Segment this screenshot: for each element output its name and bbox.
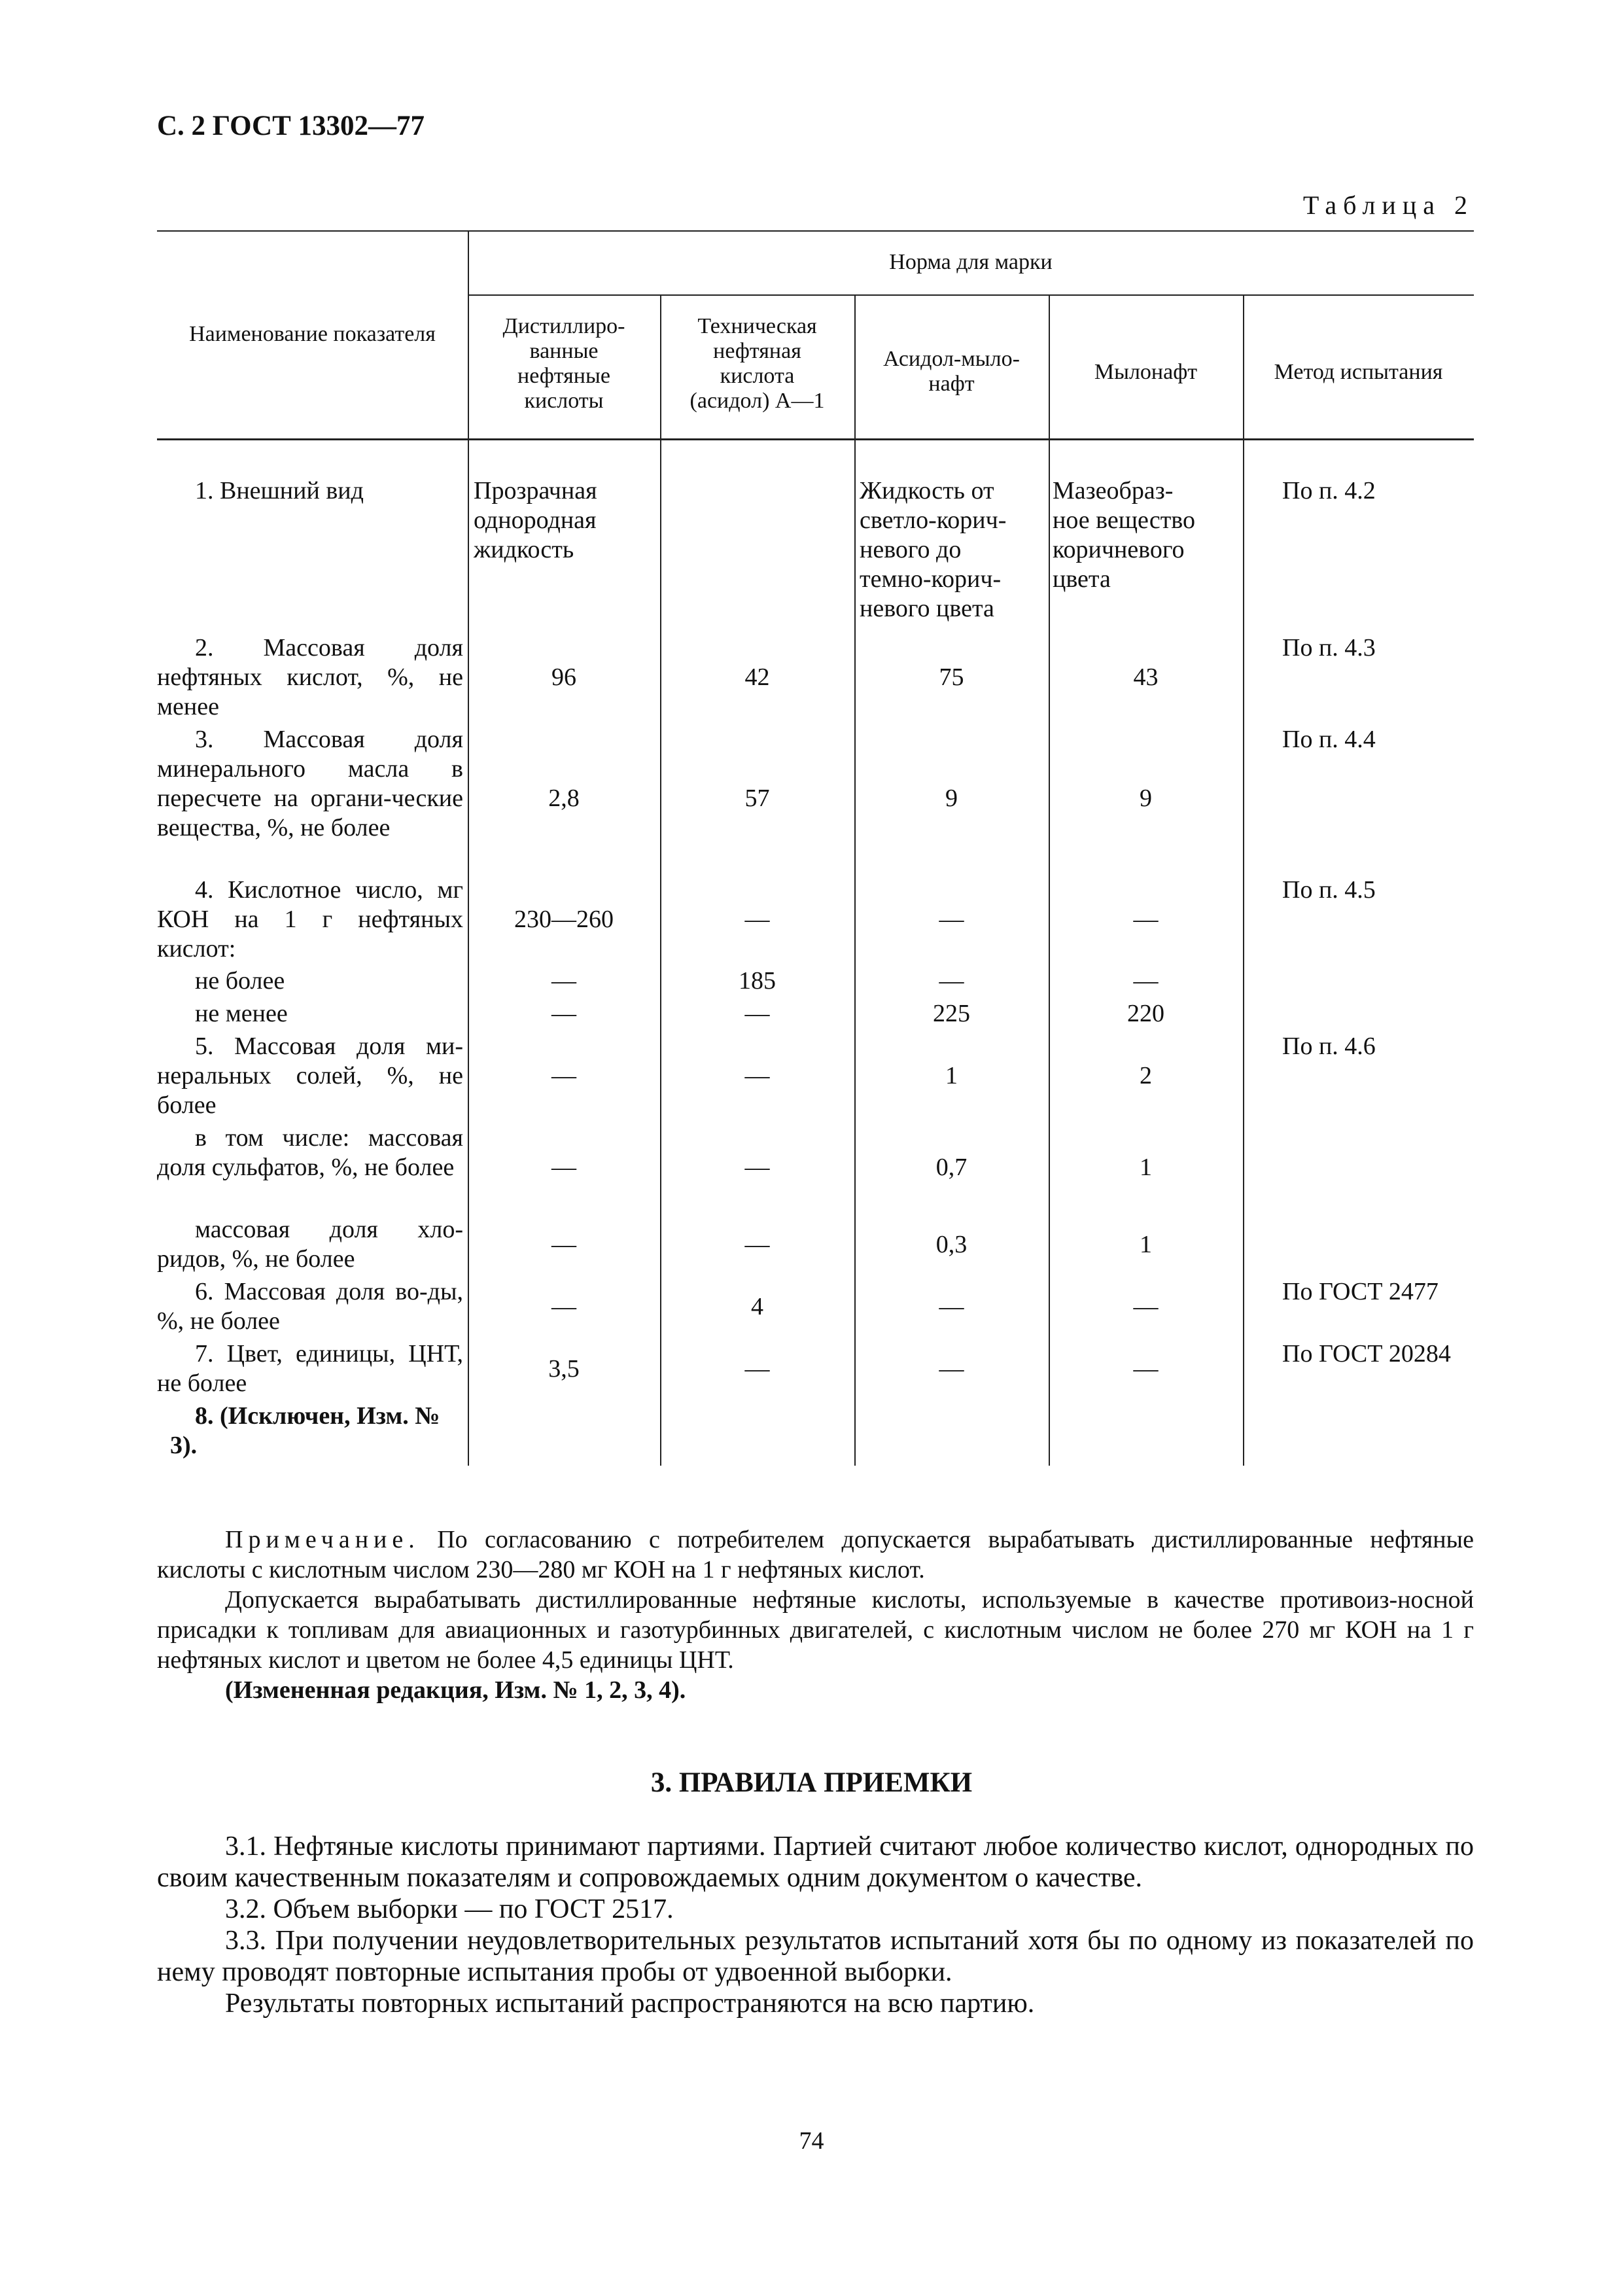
- row-8-name: 8. (Исключен, Изм. № 3).: [170, 1402, 440, 1459]
- row-4b-distilled: —: [551, 1000, 576, 1027]
- header-distilled: Дистиллиро- ванные нефтяные кислоты: [502, 314, 625, 413]
- row-5a-mylonaft: 1: [1140, 1154, 1152, 1181]
- row-5b-mylonaft: 1: [1140, 1231, 1152, 1258]
- row-5-asidol-mylonaft: 1: [945, 1062, 958, 1089]
- note-paragraph-2: Допускается вырабатывать дистиллированные нефтяные кислоты, используемые в качестве противоиз-носной присадки к топливам для авиационных и газотурбинных двигателей, с кислотным числом не более 270 мг КОН на 1 г нефтяных кислот и цветом не более 4,5 единицы ЦНТ.: [157, 1586, 1474, 1674]
- row-5a-technical: —: [744, 1154, 770, 1181]
- row-4-method: По п. 4.5: [1282, 876, 1376, 904]
- specification-table: [157, 230, 1474, 1466]
- row-6-name: 6. Массовая доля во-ды, %, не более: [157, 1278, 463, 1335]
- row-4-name: 4. Кислотное число, мг КОН на 1 г нефтяных кислот:: [157, 876, 463, 963]
- row-4a-distilled: —: [551, 967, 576, 995]
- row-4a-name: не более: [195, 967, 285, 995]
- row-3-method: По п. 4.4: [1282, 726, 1376, 753]
- row-4-asidol-mylonaft: —: [939, 906, 964, 933]
- row-5b-name: массовая доля хло-ридов, %, не более: [157, 1216, 463, 1273]
- section-title: 3. ПРАВИЛА ПРИЕМКИ: [650, 1767, 973, 1798]
- section-paragraph-3-1: 3.1. Нефтяные кислоты принимают партиями. Партией считают любое количество кислот, однородных по своим качественным показателям и сопровождаемых одним документом о качестве.: [157, 1831, 1474, 1893]
- row-4-distilled: 230—260: [514, 906, 614, 933]
- note-text-1: По согласованию с потребителем допускается вырабатывать дистиллированные нефтяные кислоты с кислотным числом 230—280 мг КОН на 1 г нефтяных кислот.: [157, 1526, 1475, 1583]
- header-asidol-mylonaft: Асидол-мыло- нафт: [883, 347, 1020, 396]
- section-paragraph-3-3: 3.3. При получении неудовлетворительных результатов испытаний хотя бы по одному из показателей по нему проводят повторные испытания пробы от удвоенной выборки.: [157, 1926, 1474, 1987]
- row-7-distilled: 3,5: [548, 1355, 580, 1383]
- row-5-method: По п. 4.6: [1282, 1033, 1376, 1060]
- row-2-method: По п. 4.3: [1282, 634, 1376, 662]
- col-divider-5: [1243, 294, 1244, 1466]
- row-1-asidol-mylonaft: Жидкость от светло-корич- невого до темно-корич- невого цвета: [860, 477, 1007, 622]
- row-6-distilled: —: [551, 1293, 576, 1320]
- row-6-asidol-mylonaft: —: [939, 1293, 964, 1320]
- row-7-name: 7. Цвет, единицы, ЦНТ, не более: [157, 1340, 463, 1397]
- section-paragraph-3-2: 3.2. Объем выборки — по ГОСТ 2517.: [225, 1894, 674, 1924]
- row-7-technical: —: [744, 1355, 770, 1383]
- row-7-mylonaft: —: [1133, 1355, 1159, 1383]
- row-6-mylonaft: —: [1133, 1293, 1159, 1320]
- note-label: Примечание.: [225, 1526, 420, 1553]
- table-norm-rule: [468, 294, 1474, 296]
- col-divider-2: [660, 294, 661, 1466]
- row-5b-distilled: —: [551, 1231, 576, 1258]
- row-5a-name: в том числе: массовая доля сульфатов, %, не более: [157, 1124, 463, 1181]
- col-divider-1: [468, 230, 469, 1466]
- row-3-technical: 57: [744, 785, 770, 812]
- header-norm: Норма для марки: [889, 250, 1053, 274]
- row-5-distilled: —: [551, 1062, 576, 1089]
- row-5-technical: —: [744, 1062, 770, 1089]
- row-4-technical: —: [744, 906, 770, 933]
- row-5a-distilled: —: [551, 1154, 576, 1181]
- row-7-asidol-mylonaft: —: [939, 1355, 964, 1383]
- section-paragraph-results: Результаты повторных испытаний распространяются на всю партию.: [225, 1988, 1035, 2019]
- page-number: 74: [799, 2127, 824, 2155]
- row-3-mylonaft: 9: [1140, 785, 1152, 812]
- row-4a-technical: 185: [739, 967, 776, 995]
- row-1-method: По п. 4.2: [1282, 477, 1376, 504]
- row-4b-mylonaft: 220: [1127, 1000, 1164, 1027]
- row-4-mylonaft: —: [1133, 906, 1159, 933]
- page-header: С. 2 ГОСТ 13302—77: [157, 111, 425, 141]
- col-divider-3: [854, 294, 856, 1466]
- note-revision: (Измененная редакция, Изм. № 1, 2, 3, 4).: [225, 1676, 686, 1704]
- note-paragraph-1: [157, 1525, 1474, 1585]
- row-5a-asidol-mylonaft: 0,7: [935, 1154, 968, 1181]
- header-parameter: Наименование показателя: [189, 322, 436, 346]
- row-5-mylonaft: 2: [1140, 1062, 1152, 1089]
- row-2-technical: 42: [744, 663, 770, 691]
- row-3-distilled: 2,8: [548, 785, 580, 812]
- col-divider-4: [1049, 294, 1050, 1466]
- table-top-rule: [157, 230, 1474, 232]
- row-6-method: По ГОСТ 2477: [1282, 1278, 1439, 1305]
- row-5b-asidol-mylonaft: 0,3: [935, 1231, 968, 1258]
- header-method: Метод испытания: [1274, 360, 1443, 384]
- row-4b-asidol-mylonaft: 225: [933, 1000, 970, 1027]
- row-6-technical: 4: [751, 1293, 763, 1320]
- row-3-asidol-mylonaft: 9: [945, 785, 958, 812]
- row-4b-technical: —: [744, 1000, 770, 1027]
- row-2-distilled: 96: [551, 663, 576, 691]
- row-3-name: 3. Массовая доля минерального масла в пересчете на органи-ческие вещества, %, не более: [157, 726, 463, 841]
- row-5-name: 5. Массовая доля ми-неральных солей, %, не более: [157, 1033, 463, 1119]
- row-2-mylonaft: 43: [1133, 663, 1159, 691]
- row-4a-asidol-mylonaft: —: [939, 967, 964, 995]
- row-5b-technical: —: [744, 1231, 770, 1258]
- row-2-asidol-mylonaft: 75: [939, 663, 964, 691]
- header-mylonaft: Мылонафт: [1094, 360, 1198, 384]
- table-header-rule: [157, 438, 1474, 440]
- table-label: Таблица 2: [1302, 190, 1474, 220]
- row-4a-mylonaft: —: [1133, 967, 1159, 995]
- row-4b-name: не менее: [195, 1000, 288, 1027]
- row-1-mylonaft: Мазеобраз- ное вещество коричневого цвета: [1053, 477, 1195, 593]
- header-technical: Техническая нефтяная кислота (асидол) А—1: [689, 314, 825, 413]
- row-2-name: 2. Массовая доля нефтяных кислот, %, не менее: [157, 634, 463, 720]
- row-1-name: 1. Внешний вид: [195, 477, 364, 504]
- row-1-distilled: Прозрачная однородная жидкость: [474, 477, 597, 563]
- row-7-method: По ГОСТ 20284: [1282, 1340, 1451, 1368]
